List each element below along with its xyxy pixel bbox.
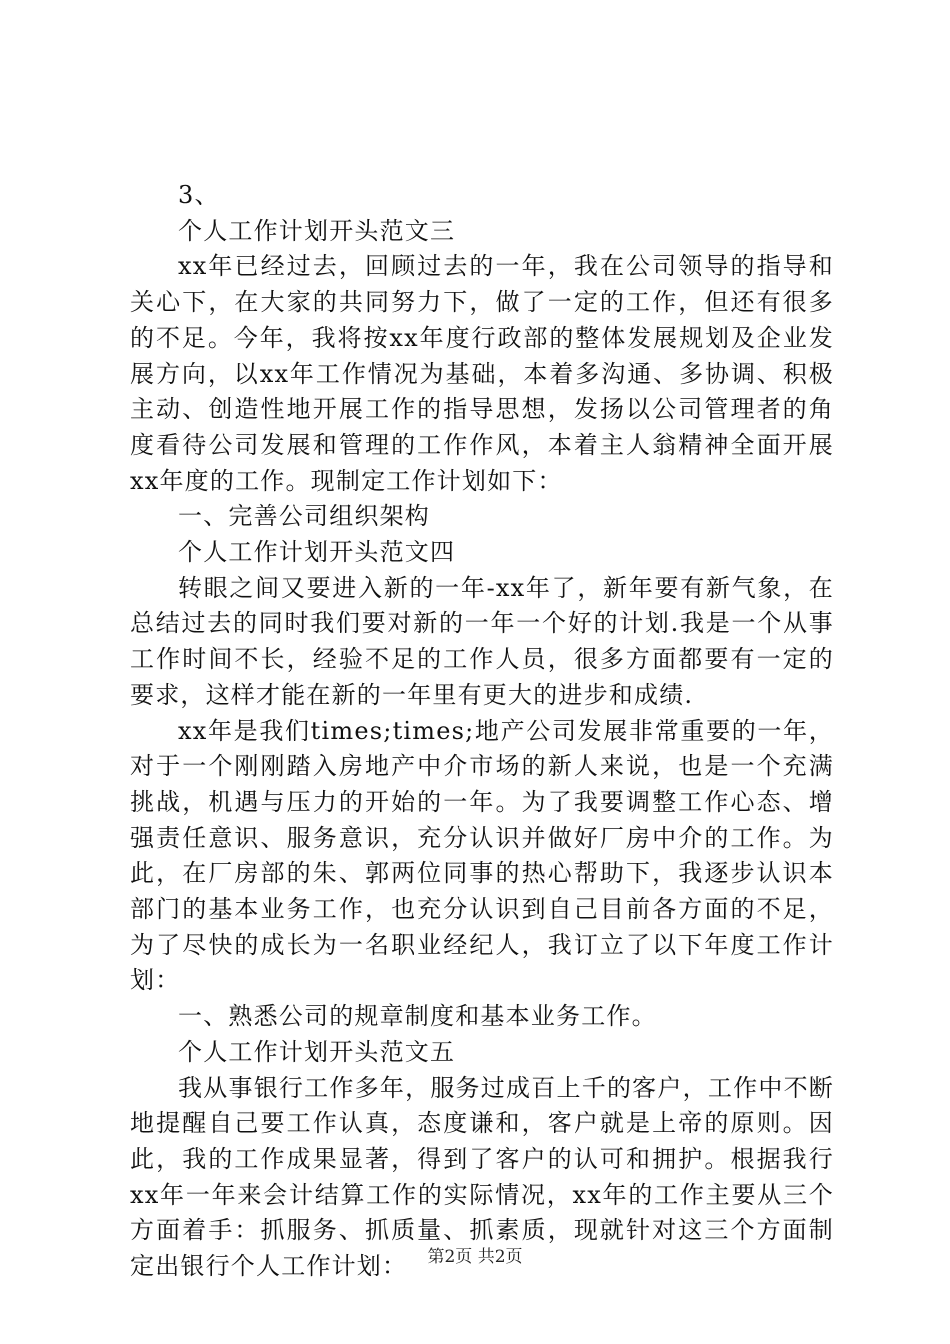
paragraph-sample-three: xx年已经过去，回顾过去的一年，我在公司领导的指导和关心下，在大家的共同努力下，做了一定的工作，但还有很多的不足。今年，我将按xx年度行政部的整体发展规划及企业发展方向，以xx年工作情况为基础，本着多沟通、多协调、积极主动、创造性地开展工作的指导思想，发扬以公司管理者的角度看待公司发展和管理的工作作风，本着主人翁精神全面开展xx年度的工作。现制定工作计划如下： xyxy=(130,252,834,495)
paragraph-sample-four: 转眼之间又要进入新的一年-xx年了，新年要有新气象，在总结过去的同时我们要对新的一年一个好的计划.我是一个从事工作时间不长，经验不足的工作人员，很多方面都要有一定的要求，这样才能在新的一年里有更大的进步和成绩. xyxy=(130,573,834,709)
section-number: 3、 xyxy=(178,181,220,209)
heading-sample-four: 个人工作计划开头范文四 xyxy=(178,538,456,567)
heading-sample-three: 个人工作计划开头范文三 xyxy=(178,216,456,245)
document-body xyxy=(130,178,834,1285)
page-footer: 第2页 共2页 xyxy=(427,1247,523,1267)
heading-sample-five: 个人工作计划开头范文五 xyxy=(178,1037,456,1066)
paragraph-sample-five: 我从事银行工作多年，服务过成百上千的客户，工作中不断地提醒自己要工作认真，态度谦和，客户就是上帝的原则。因此，我的工作成果显著，得到了客户的认可和拥护。根据我行xx年一年来会计结算工作的实际情况，xx年的工作主要从三个方面着手：抓服务、抓质量、抓素质，现就针对这三个方面制定出银行个人工作计划： xyxy=(130,1073,834,1281)
item-familiarize-rules: 一、熟悉公司的规章制度和基本业务工作。 xyxy=(178,1002,657,1031)
item-improve-org-structure: 一、完善公司组织架构 xyxy=(178,502,430,531)
paragraph-real-estate: xx年是我们times;times;地产公司发展非常重要的一年，对于一个刚刚踏入房地产中介市场的新人来说，也是一个充满挑战，机遇与压力的开始的一年。为了我要调整工作心态、增强责任意识、服务意识，充分认识并做好厂房中介的工作。为此，在厂房部的朱、郭两位同事的热心帮助下，我逐步认识本部门的基本业务工作，也充分认识到自己目前各方面的不足，为了尽快的成长为一名职业经纪人，我订立了以下年度工作计划： xyxy=(130,716,834,995)
